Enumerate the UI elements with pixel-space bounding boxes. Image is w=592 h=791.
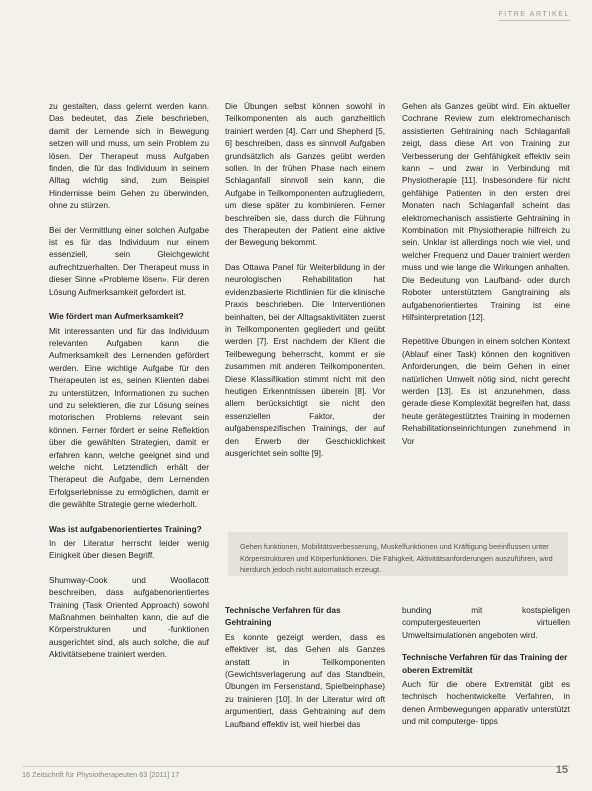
paragraph: Die Übungen selbst können sowohl in Teilkomponenten als auch ganzheitlich trainiert werden [4]. Carr und Shepherd [5, 6] beschreiben, dass es sinnvoll Aufgaben grundsätzlich als Ganzes geübt werden sollen. In der frühen Phase nach einem Schlaganfall sinnvoll sein kann, die Aufgabe in Teilkomponenten aufzugliedern, um diese später zu kombinieren. Ferner beschreiben sie, dass durch die Führung des Therapeuten der Patient eine aktive der Bewegung bekommt. [225, 101, 385, 248]
info-box-text: Gehen funktionen, Mobilitätsverbesserung, Muskelfunktionen und Kräftigung beeinflussen unter Körperstrukturen und Körperfunktionen. Die Fähigkeit, Aktivitätsanforderungen auszuführen, wird hierdurch jedoch nicht automatisch erzeugt. [240, 542, 553, 574]
paragraph: Das Ottawa Panel für Weiterbildung in der neurologischen Rehabilitation hat evidenzbasierte Richtlinien für die klinische Praxis beschrieben. Die Interventionen beinhalten, bei der Alltagsaktivitäten zuerst in Teilkomponenten gegliedert und geübt werden [7]. Erst nachdem der Klient die Teilbewegung beherrscht, kommt er sie zusammen mit anderen Teilkomponenten. Diese Klassifikation stimmt nicht mit den heutigen Erkenntnissen überein [8]. Vor allem berücksichtigt sie nicht den essenziellen Faktor, der aufgabenspezifischen Trainings, der auf den Erwerb der Geschicklichkeit ausgerichtet sein sollte [9]. [225, 261, 385, 458]
section-heading: Was ist aufgabenorientiertes Training? [49, 523, 202, 534]
column-middle-lower [225, 604, 385, 740]
paragraph: Es konnte gezeigt werden, dass es effektiver ist, das Gehen als Ganzes anstatt in Teilkomponenten (Gewichtsverlagerung auf das Standbein, Übungen im Fersenstand, Spielbeinphase) zu trainieren [10]. In der Literatur wird oft argumentiert, dass Gehtraining auf dem Laufband effektiv ist, weil hierbei das [225, 631, 385, 729]
column-right [402, 100, 570, 459]
footer-divider [22, 766, 570, 767]
section-heading: Wie fördert man Aufmerksamkeit? [49, 311, 184, 322]
paragraph: Mit interessanten und für das Individuum relevanten Aufgaben kann die Aufmerksamkeit des Lernenden gefördert werden. Eine wichtige Aufgabe für den Therapeuten ist es, seinen Klienten dabei zu unterstützen, Informationen zu suchen und zu selektieren, die zur Lösung seines motorischen Problems relevant sein können. Ferner fördert er seine Reflektion über die gewählten Strategien, damit er erfahren kann, welche geeignet sind und welche nicht. Letztendlich erhält der Therapeut die Aufgabe, dem Lernenden Erfolgserlebnisse zu ermöglichen, damit er die gewählte Strategie gerne wiederholt. [49, 325, 209, 510]
page-number: 15 [555, 764, 568, 776]
section-heading: Technische Verfahren für das Gehtraining [225, 605, 341, 628]
paragraph: Auch für die obere Extremität gibt es technisch hochentwickelte Verfahren, in denen Armbewegungen apparativ unterstützt und mit computerge- tipps [402, 679, 570, 727]
paragraph: Bei der Vermittlung einer solchen Aufgabe ist es für das Individuum nur einem essenziell, sein Gleichgewicht aufrechtzuerhalten. Der Therapeut muss in dieser Sinne «Probleme lösen». Für deren Lösung Aufmerksamkeit gefordert ist. [49, 224, 209, 297]
paragraph: Repetitive Übungen in einem solchen Kontext (Ablauf einer Task) können den kognitiven Anforderungen, die beim Gehen in einer natürlichen Umwelt nötig sind, nicht gerecht werden [13]. Es ist anzunehmen, dass gerade diese Komplexität begreifen hat, dass heute gerätegestütztes Training in modernen Rehabilitationseinrichtungen zunehmend in Vor [402, 336, 570, 446]
info-box [228, 532, 568, 576]
column-middle [225, 100, 385, 471]
paragraph: In der Literatur herrscht leider wenig Einigkeit über diesen Begriff. [49, 538, 209, 561]
paragraph: Shumway-Cook und Woollacott beschreiben, dass aufgabenorientiertes Training (Task Oriented Approach) sowohl Maßnahmen beinhalten kann, die auf die Körperstrukturen und -funktionen ausgerichtet sind, als auch solche, die auf Aktivitätsebene trainiert werden. [49, 574, 209, 660]
footer-citation: 16 Zeitschrift für Physiotherapeuten 63 [2011] 17 [22, 770, 180, 779]
paragraph: zu gestalten, dass gelernt werden kann. Das bedeutet, das Ziele beschrieben, damit der Lernende sich in Bewegung setzen will und muss, um sein Problem zu lösen. Der Therapeut muss Aufgaben finden, die für das Individuum in seinem Alltag wichtig sind, zum Beispiel Hindernisse beim Gehen zu überwinden, ohne zu stürzen. [49, 101, 209, 211]
paragraph: Gehen als Ganzes geübt wird. Ein aktueller Cochrane Review zum elektromechanisch assistierten Gehtraining nach Schlaganfall zeigt, dass diese Art von Training zur Verbesserung der Gehfähigkeit effektiv sein kann – und zwar in Verbindung mit Physiotherapie [11]. Insbesondere für nicht gehfähige Patienten in den ersten drei Monaten nach Schlaganfall scheint das elektromechanisch assistierte Gehtraining in Kombination mit Physiotherapie hilfreich zu sein. Unklar ist allerdings noch wie viel, und welcher Frequenz und Dauer trainiert werden muss und wie lange die Wirkungen anhalten. Die Bedeutung von Laufband- oder durch Roboter unterstütztem Gangtraining als aufgabenorientiertes Training ist eine Hilfsinterpretation [12]. [402, 101, 570, 322]
section-heading: Technische Verfahren für das Training der oberen Extremität [402, 652, 568, 675]
paragraph: bunding mit kostspieligen computergesteuerten virtuellen Umweltsimulationen angeboten wird. [402, 605, 570, 640]
section-tag: FITRE ARTIKEL [498, 11, 570, 21]
column-right-lower [402, 604, 570, 738]
column-left [49, 100, 209, 673]
